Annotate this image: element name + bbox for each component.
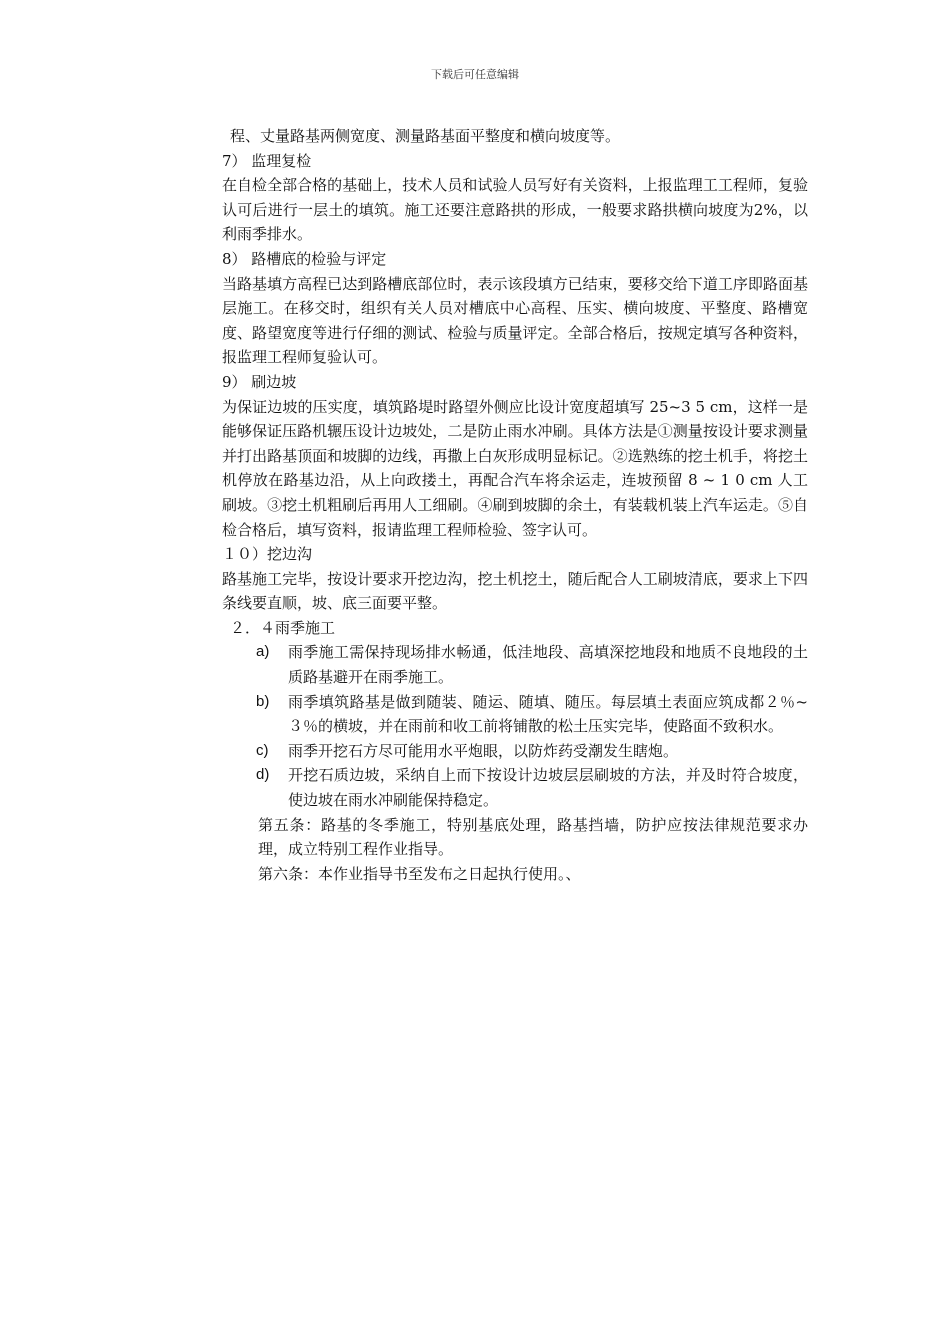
list-item-text: 开挖石质边坡，采纳自上而下按设计边坡层层刷坡的方法，并及时符合坡度，使边坡在雨水冲刷能保持稳定。 — [288, 766, 808, 810]
list-marker: d) — [256, 766, 270, 784]
item-heading-7: 7） 监理复检 — [222, 151, 312, 170]
article-five: 第五条：路基的冬季施工，特别基底处理，路基挡墙，防护应按法律规范要求办理，成立特别工程作业指导。 — [258, 815, 808, 859]
paragraph-9: 为保证边坡的压实度，填筑路堤时路望外侧应比设计宽度超填写 25~3 5 cm，这样一是能够保证压路机辗压设计边坡处，二是防止雨水冲刷。具体方法是①测量按设计要求测量并打出路基顶面和坡脚的边线，再撒上白灰形成明显标记。②选熟练的挖土机手，将挖土机停放在路基边沿，从上向政搂土，再配合汽车将余运走，连坡预留 8 ~ 1 0 cm 人工刷坡。③挖土机粗刷后再用人工细刷。④刷到坡脚的余土，有装载机装上汽车运走。⑤自检合格后，填写资料，报请监理工程师检验、签字认可。 — [222, 397, 808, 539]
item-heading-10: １０）挖边沟 — [222, 545, 313, 564]
list-item — [222, 763, 808, 812]
list-marker: b) — [256, 692, 270, 710]
list-item — [222, 739, 808, 764]
document-body — [222, 124, 808, 886]
paragraph-8: 当路基填方高程已达到路槽底部位时，表示该段填方已结束，要移交给下道工序即路面基层施工。在移交时，组织有关人员对槽底中心高程、压实、横向坡度、平整度、路槽宽度、路望宽度等进行仔细的测试、检验与质量评定。全部合格后，按规定填写各种资料，报监理工程师复验认可。 — [222, 274, 808, 367]
paragraph-10: 路基施工完毕，按设计要求开挖边沟，挖土机挖土，随后配合人工刷坡清底，要求上下四条线要直顺，坡、底三面要平整。 — [222, 569, 808, 613]
list-item — [222, 640, 808, 689]
item-heading-9: 9） 刷边坡 — [222, 372, 297, 391]
paragraph-continued: 程、丈量路基两侧宽度、测量路基面平整度和横向坡度等。 — [230, 127, 621, 145]
list-marker: a) — [256, 643, 270, 661]
list-item-text: 雨季开挖石方尽可能用水平炮眼，以防炸药受潮发生瞎炮。 — [288, 741, 679, 760]
item-heading-8: 8） 路槽底的检验与评定 — [222, 249, 387, 268]
article-six: 第六条：本作业指导书至发布之日起执行使用。、 — [258, 864, 581, 883]
page-header: 下载后可任意编辑 — [431, 68, 519, 81]
list-item-text: 雨季施工需保持现场排水畅通，低洼地段、高填深挖地段和地质不良地段的土质路基避开在雨季施工。 — [288, 643, 808, 687]
list-item — [222, 690, 808, 739]
section-heading: ２．４雨季施工 — [230, 618, 336, 637]
paragraph-7: 在自检全部合格的基础上，技术人员和试验人员写好有关资料，上报监理工工程师，复验认可后进行一层土的填筑。施工还要注意路拱的形成，一般要求路拱横向坡度为2%，以利雨季排水。 — [222, 176, 808, 244]
list-item-text: 雨季填筑路基是做到随装、随运、随填、随压。每层填土表面应筑成都２％~３％的横坡，并在雨前和收工前将铺散的松土压实完毕，使路面不致积水。 — [288, 692, 808, 736]
list-marker: c) — [256, 741, 269, 759]
rainy-season-list — [222, 640, 808, 812]
